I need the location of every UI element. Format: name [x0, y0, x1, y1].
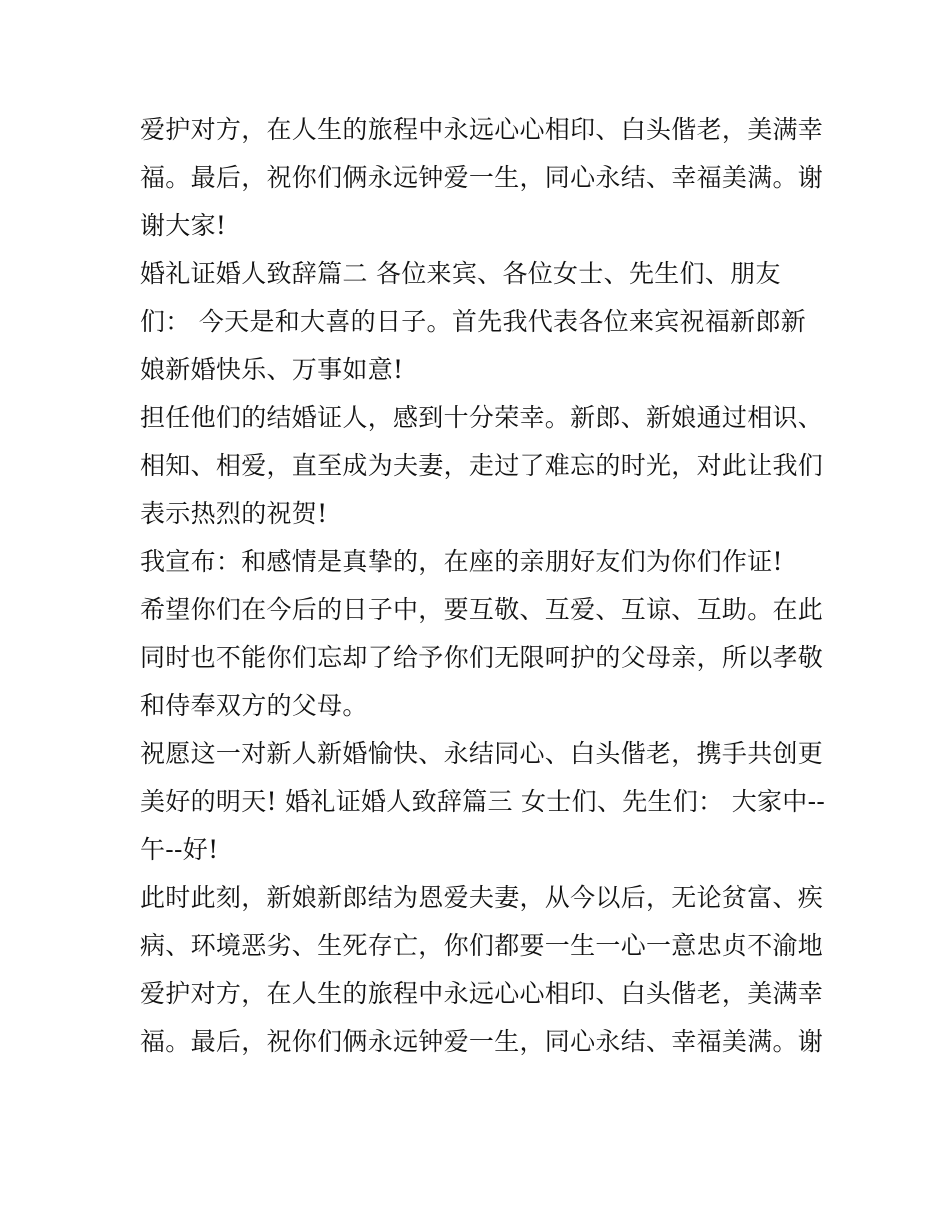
text-line: 祝愿这一对新人新婚愉快、永结同心、白头偕老，携手共创更 [140, 739, 824, 768]
text-line: 同时也不能你们忘却了给予你们无限呵护的父母亲，所以孝敬 [140, 643, 824, 672]
text-line: 福。最后，祝你们俩永远钟爱一生，同心永结、幸福美满。谢 [140, 163, 824, 192]
text-line: 希望你们在今后的日子中，要互敬、互爱、互谅、互助。在此 [140, 595, 824, 624]
text-line: 爱护对方，在人生的旅程中永远心心相印、白头偕老，美满幸 [140, 979, 824, 1008]
text-line: 美好的明天! 婚礼证婚人致辞篇三 女士们、先生们： 大家中-- [140, 787, 826, 816]
text-line: 此时此刻，新娘新郎结为恩爱夫妻，从今以后，无论贫富、疾 [140, 883, 824, 912]
text-line: 午--好! [140, 835, 219, 864]
body-text [140, 106, 826, 1066]
text-line: 谢大家! [140, 211, 227, 240]
text-line: 担任他们的结婚证人，感到十分荣幸。新郎、新娘通过相识、 [140, 403, 824, 432]
text-line: 们： 今天是和大喜的日子。首先我代表各位来宾祝福新郎新 [140, 307, 807, 336]
text-line: 婚礼证婚人致辞篇二 各位来宾、各位女士、先生们、朋友 [140, 259, 781, 288]
text-line: 和侍奉双方的父母。 [140, 691, 368, 720]
text-line: 相知、相爱，直至成为夫妻，走过了难忘的时光，对此让我们 [140, 451, 824, 480]
text-line: 病、环境恶劣、生死存亡，你们都要一生一心一意忠贞不渝地 [140, 931, 824, 960]
text-line: 爱护对方，在人生的旅程中永远心心相印、白头偕老，美满幸 [140, 115, 824, 144]
text-line: 福。最后，祝你们俩永远钟爱一生，同心永结、幸福美满。谢 [140, 1027, 824, 1056]
text-line: 我宣布：和感情是真挚的，在座的亲朋好友们为你们作证! [140, 547, 783, 576]
text-line: 娘新婚快乐、万事如意! [140, 355, 404, 384]
text-line: 表示热烈的祝贺! [140, 499, 328, 528]
